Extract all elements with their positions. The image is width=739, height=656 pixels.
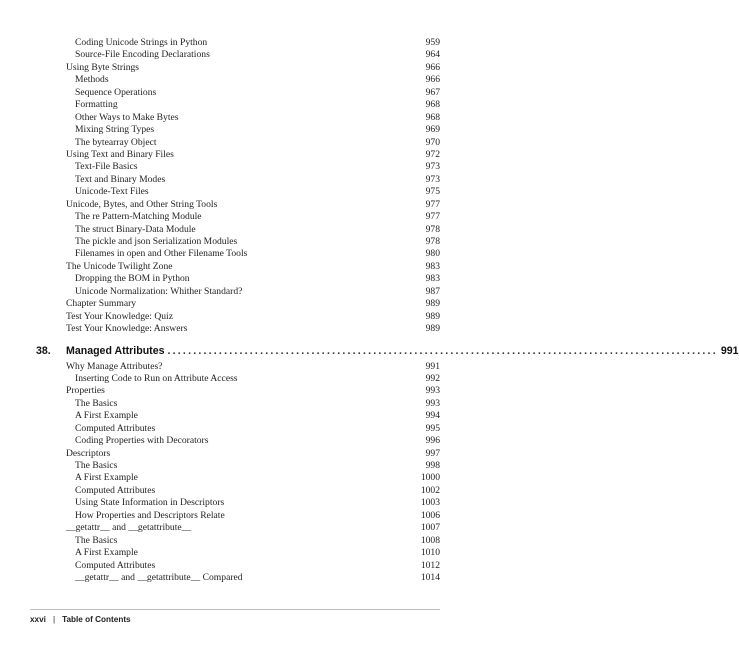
chapter-number: 38. bbox=[36, 344, 51, 357]
toc-entry-title: Unicode Normalization: Whither Standard? bbox=[75, 285, 243, 297]
toc-entry-page: 967 bbox=[425, 86, 440, 98]
toc-entry-title: The Basics bbox=[75, 534, 118, 546]
toc-entry-page: 980 bbox=[425, 248, 440, 260]
toc-entry-title: Using Text and Binary Files bbox=[66, 148, 174, 160]
toc-entry-page: 964 bbox=[425, 49, 440, 61]
toc-entry-title: Methods bbox=[75, 74, 109, 86]
running-footer-title: Table of Contents bbox=[62, 615, 131, 624]
toc-entry-page: 966 bbox=[425, 74, 440, 86]
toc-entry-title: Unicode-Text Files bbox=[75, 186, 149, 198]
toc-entry[interactable] bbox=[66, 87, 440, 99]
toc-entry[interactable] bbox=[66, 186, 440, 198]
toc-entry-title: Source-File Encoding Declarations bbox=[75, 49, 210, 61]
toc-entry-page: 1008 bbox=[420, 534, 440, 546]
toc-entry-title: Computed Attributes bbox=[75, 484, 156, 496]
toc-entry[interactable] bbox=[66, 273, 440, 285]
toc-entry[interactable] bbox=[66, 161, 440, 173]
toc-entry-title: Computed Attributes bbox=[75, 559, 156, 571]
toc-entry-title: Computed Attributes bbox=[75, 422, 156, 434]
toc-entry-page: 968 bbox=[425, 111, 440, 123]
toc-entry[interactable] bbox=[66, 323, 440, 335]
toc-entry[interactable] bbox=[66, 199, 440, 211]
toc-entry-page: 996 bbox=[425, 435, 440, 447]
toc-entry[interactable] bbox=[66, 510, 440, 522]
toc-entry-title: The Basics bbox=[75, 460, 118, 471]
toc-entry-page: 989 bbox=[425, 323, 440, 335]
toc-entry[interactable] bbox=[66, 74, 440, 86]
toc-entry[interactable] bbox=[66, 435, 440, 447]
toc-entry-title: Text and Binary Modes bbox=[75, 173, 166, 185]
toc-entry[interactable] bbox=[66, 137, 440, 149]
toc-entry[interactable] bbox=[66, 261, 440, 273]
toc-entry-title: The Unicode Twilight Zone bbox=[66, 260, 173, 272]
table-of-contents bbox=[36, 37, 739, 584]
toc-entry-title: Dropping the BOM in Python bbox=[75, 273, 190, 285]
toc-entry-title: Coding Unicode Strings in Python bbox=[75, 37, 208, 48]
toc-entry[interactable] bbox=[66, 99, 440, 111]
toc-entry-title: Mixing String Types bbox=[75, 124, 155, 136]
toc-entry[interactable] bbox=[66, 311, 440, 323]
toc-entry-title: Properties bbox=[66, 385, 105, 397]
toc-entry-title: The Basics bbox=[75, 397, 118, 409]
toc-entry[interactable] bbox=[66, 298, 440, 310]
toc-entry-page: 1006 bbox=[420, 509, 440, 521]
toc-entry-page: 968 bbox=[425, 99, 440, 111]
chapter-title: Managed Attributes bbox=[66, 344, 165, 357]
chapter-heading[interactable] bbox=[36, 343, 739, 359]
toc-entry-title: The bytearray Object bbox=[75, 136, 157, 148]
toc-entry-page: 987 bbox=[425, 285, 440, 297]
toc-entry-title: Filenames in open and Other Filename Tools bbox=[75, 248, 248, 260]
toc-entry[interactable] bbox=[66, 385, 440, 397]
toc-entry[interactable] bbox=[66, 460, 440, 472]
toc-entry-title: Using Byte Strings bbox=[66, 61, 140, 73]
toc-entry[interactable] bbox=[66, 286, 440, 298]
toc-entry-page: 993 bbox=[425, 397, 440, 409]
toc-entry-page: 989 bbox=[425, 298, 440, 310]
toc-entry-page: 978 bbox=[425, 236, 440, 247]
toc-entry-page: 969 bbox=[425, 124, 440, 136]
chapter-page-number: 991 bbox=[720, 344, 739, 357]
toc-entry-page: 998 bbox=[425, 460, 440, 471]
toc-entry[interactable] bbox=[66, 62, 440, 74]
toc-entry-page: 1012 bbox=[420, 559, 440, 571]
toc-entry-title: __getattr__ and __getattribute__ bbox=[66, 522, 192, 534]
toc-entry-title: Test Your Knowledge: Answers bbox=[66, 323, 188, 335]
toc-entry-title: Sequence Operations bbox=[75, 86, 157, 98]
toc-entry[interactable] bbox=[66, 410, 440, 422]
toc-entry-title: The pickle and json Serialization Modules bbox=[75, 236, 238, 247]
toc-entry[interactable] bbox=[66, 547, 440, 559]
toc-entry[interactable] bbox=[66, 236, 440, 248]
toc-entry-page: 1003 bbox=[420, 497, 440, 509]
toc-entry[interactable] bbox=[66, 112, 440, 124]
toc-entry-title: Descriptors bbox=[66, 447, 111, 459]
toc-entry-title: Formatting bbox=[75, 99, 118, 111]
toc-entry-page: 975 bbox=[425, 186, 440, 198]
toc-entry-title: A First Example bbox=[75, 410, 138, 422]
toc-entry[interactable] bbox=[66, 560, 440, 572]
toc-entry-page: 959 bbox=[425, 37, 440, 48]
toc-entry-title: How Properties and Descriptors Relate bbox=[75, 509, 225, 521]
toc-entry-page: 1007 bbox=[420, 522, 440, 534]
toc-entry-page: 994 bbox=[425, 410, 440, 422]
toc-entry-title: Chapter Summary bbox=[66, 298, 137, 310]
toc-entry-page: 995 bbox=[425, 422, 440, 434]
toc-entry-title: A First Example bbox=[75, 547, 138, 559]
toc-entry[interactable] bbox=[66, 124, 440, 136]
toc-entry[interactable] bbox=[66, 149, 440, 161]
dot-leader: ........................................................................................................... bbox=[167, 344, 718, 357]
toc-entry[interactable] bbox=[66, 572, 440, 584]
toc-entry-title: A First Example bbox=[75, 472, 138, 484]
toc-entry-title: Text-File Basics bbox=[75, 161, 138, 173]
toc-entry[interactable] bbox=[66, 448, 440, 460]
toc-entry[interactable] bbox=[66, 398, 440, 410]
toc-entry[interactable] bbox=[66, 522, 440, 534]
page-footer bbox=[30, 615, 131, 624]
toc-entry-page: 1002 bbox=[420, 484, 440, 496]
toc-entry[interactable] bbox=[66, 49, 440, 61]
footer-separator: | bbox=[52, 615, 56, 624]
toc-entry[interactable] bbox=[66, 535, 440, 547]
toc-entry-page: 997 bbox=[425, 447, 440, 459]
toc-entry-title: The struct Binary-Data Module bbox=[75, 223, 196, 235]
toc-entry[interactable] bbox=[66, 497, 440, 509]
toc-entry[interactable] bbox=[66, 224, 440, 236]
toc-entry[interactable] bbox=[66, 37, 440, 49]
toc-entry-page: 983 bbox=[425, 260, 440, 272]
toc-entry-title: Test Your Knowledge: Quiz bbox=[66, 310, 173, 322]
toc-entry-title: The re Pattern-Matching Module bbox=[75, 211, 202, 223]
folio-page-number: xxvi bbox=[30, 615, 46, 624]
toc-entry-page: 977 bbox=[425, 198, 440, 210]
toc-entry-page: 1010 bbox=[420, 547, 440, 559]
toc-entry-page: 992 bbox=[425, 372, 440, 384]
toc-entry-title: Other Ways to Make Bytes bbox=[75, 111, 179, 123]
toc-entry[interactable] bbox=[66, 361, 440, 373]
toc-entry[interactable] bbox=[66, 248, 440, 260]
toc-entry[interactable] bbox=[66, 373, 440, 385]
toc-entry-title: Using State Information in Descriptors bbox=[75, 497, 225, 509]
toc-entry-page: 973 bbox=[425, 161, 440, 173]
toc-entry-title: __getattr__ and __getattribute__ Compared bbox=[75, 571, 243, 583]
toc-entries-after-chapter bbox=[66, 361, 440, 585]
toc-entry-page: 993 bbox=[425, 385, 440, 397]
toc-entry[interactable] bbox=[66, 174, 440, 186]
toc-entry-page: 978 bbox=[425, 223, 440, 235]
toc-entry[interactable] bbox=[66, 211, 440, 223]
toc-entry-title: Why Manage Attributes? bbox=[66, 360, 163, 372]
toc-entry-title: Unicode, Bytes, and Other String Tools bbox=[66, 198, 218, 210]
toc-entry-page: 966 bbox=[425, 61, 440, 73]
footer-divider bbox=[30, 609, 440, 610]
toc-entry[interactable] bbox=[66, 472, 440, 484]
toc-entry-page: 972 bbox=[425, 148, 440, 160]
toc-entry[interactable] bbox=[66, 423, 440, 435]
toc-entry-title: Coding Properties with Decorators bbox=[75, 435, 209, 447]
toc-entry-page: 1014 bbox=[420, 571, 440, 583]
toc-entry-page: 1000 bbox=[420, 472, 440, 484]
toc-entry-title: Inserting Code to Run on Attribute Access bbox=[75, 372, 238, 384]
toc-entry-page: 989 bbox=[425, 310, 440, 322]
toc-entry[interactable] bbox=[66, 485, 440, 497]
toc-entries-before-chapter bbox=[66, 37, 440, 336]
toc-entry-page: 977 bbox=[425, 211, 440, 223]
toc-entry-page: 973 bbox=[425, 173, 440, 185]
toc-entry-page: 970 bbox=[425, 136, 440, 148]
toc-entry-page: 991 bbox=[425, 360, 440, 372]
toc-entry-page: 983 bbox=[425, 273, 440, 285]
